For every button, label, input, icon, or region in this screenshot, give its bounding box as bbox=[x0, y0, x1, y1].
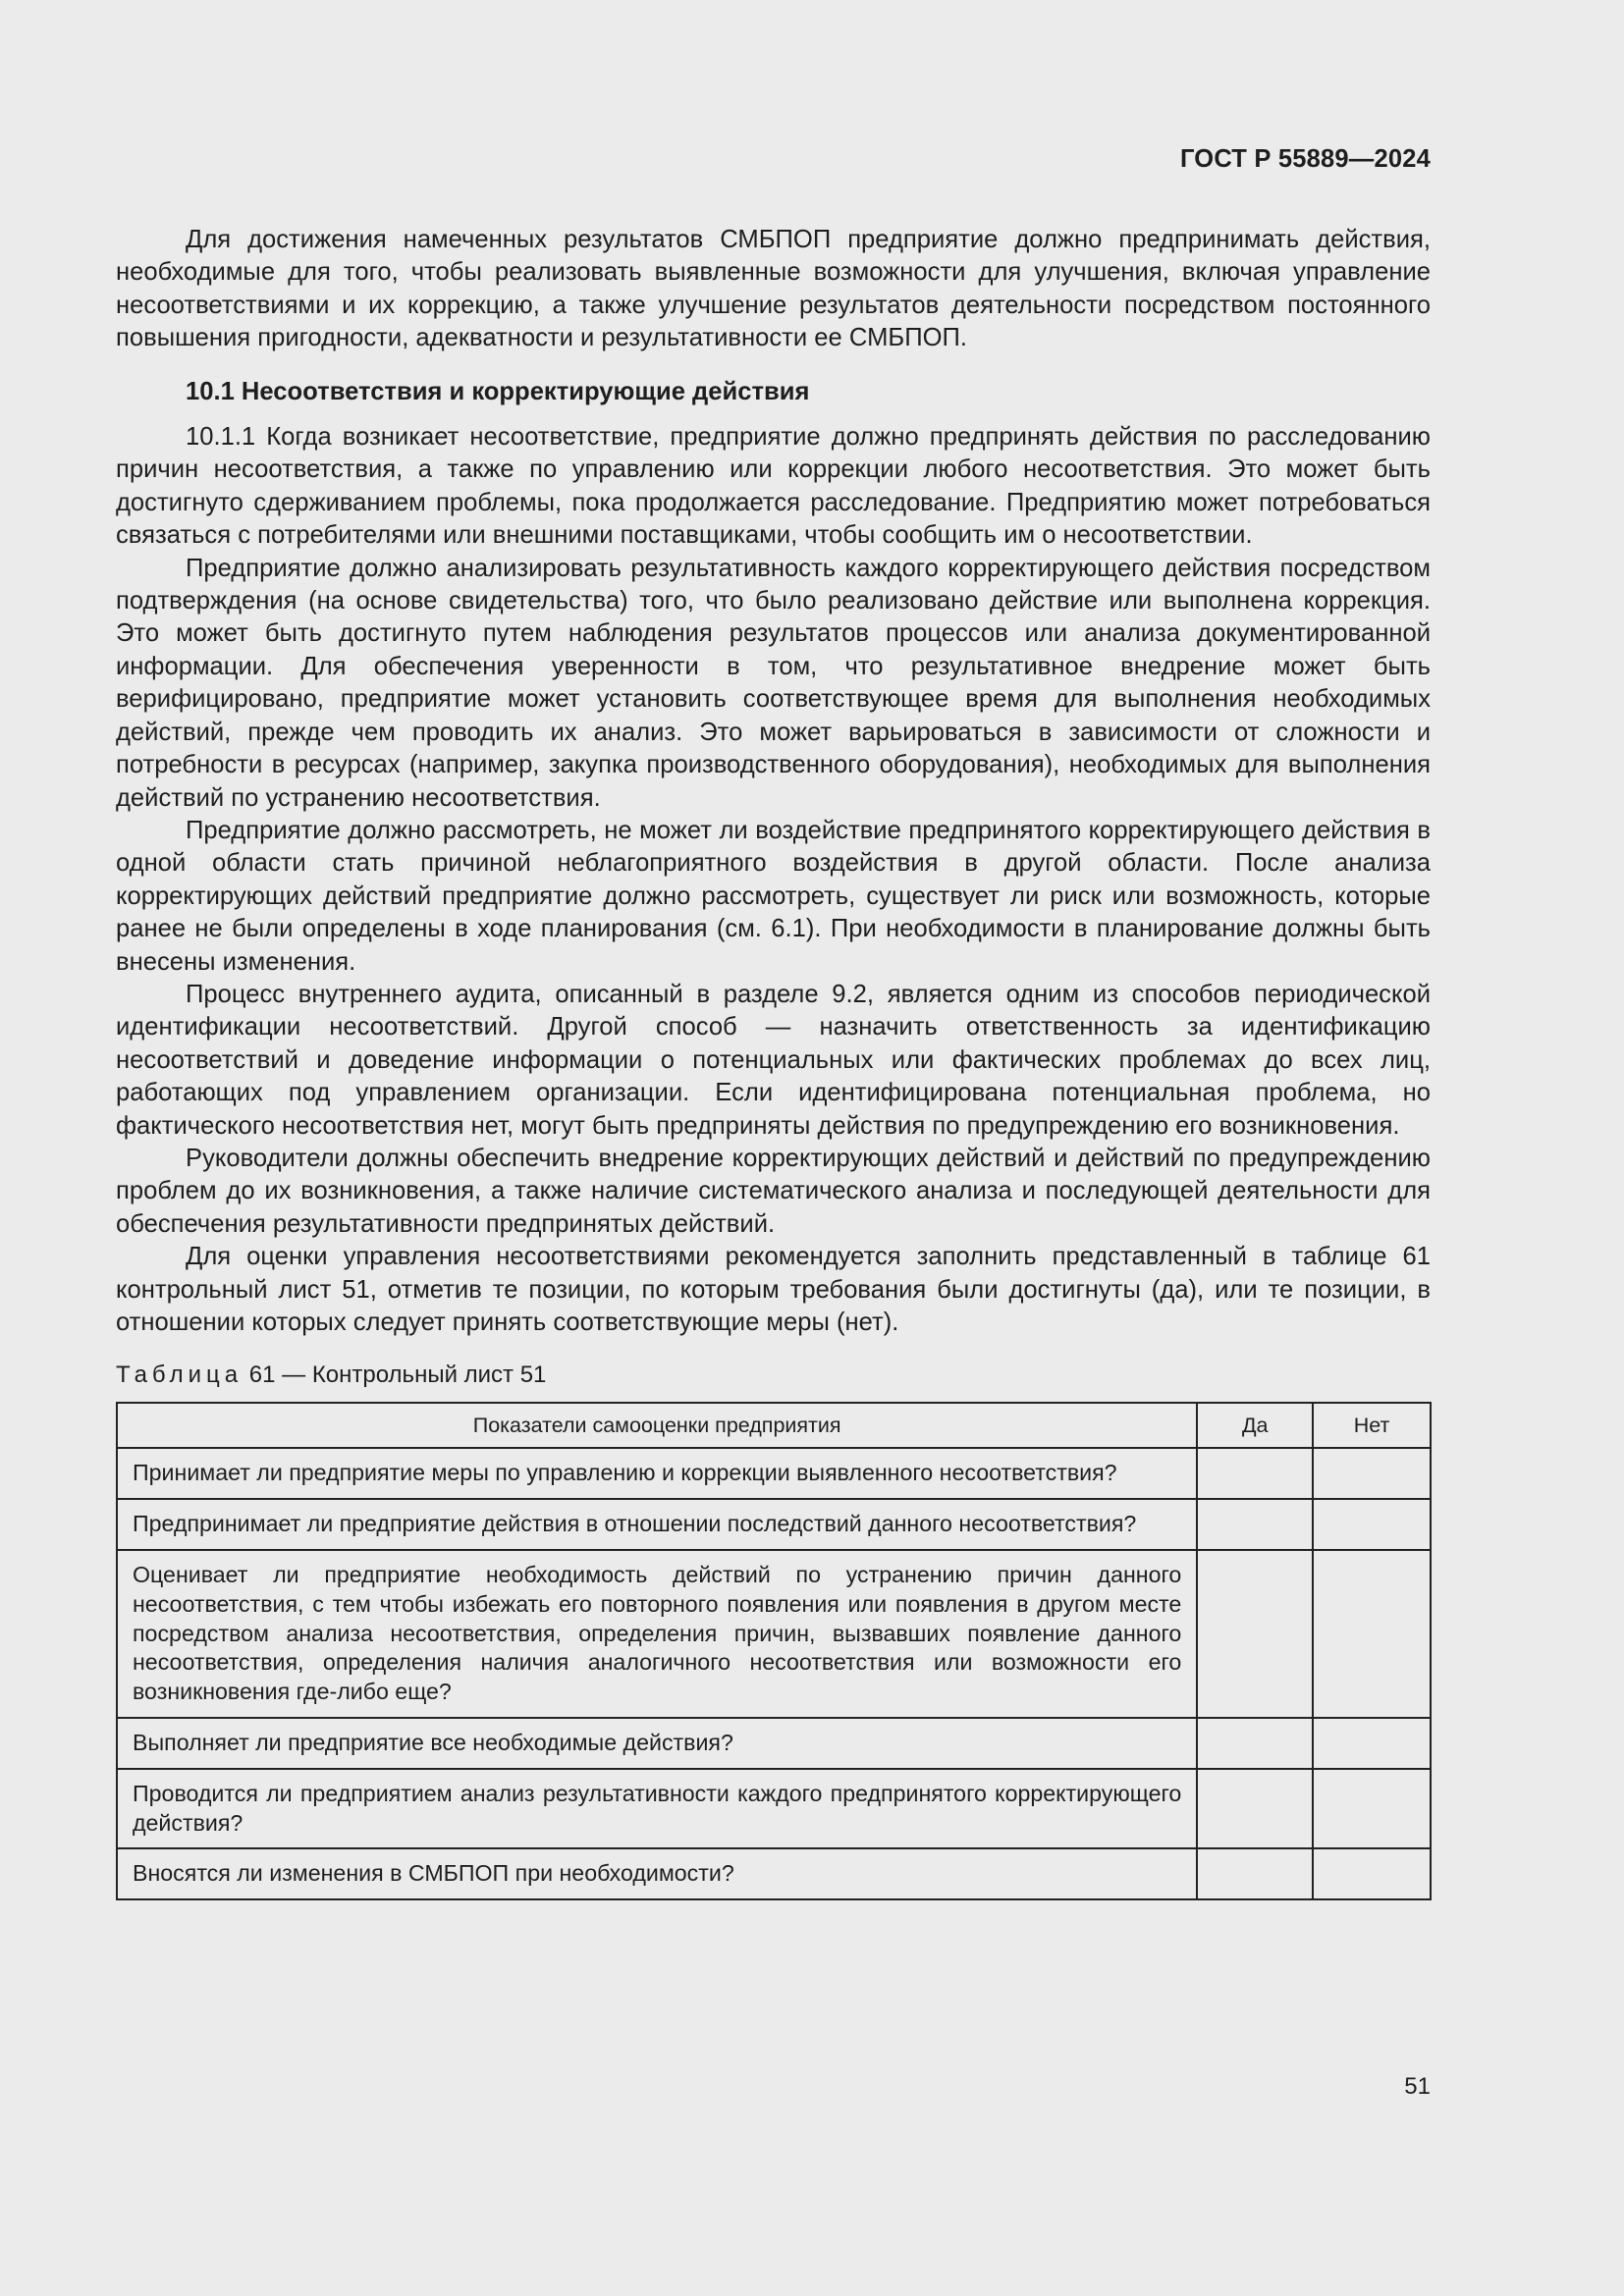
question-cell: Принимает ли предприятие меры по управлению и коррекции выявленного несоответствия? bbox=[117, 1448, 1197, 1499]
table-caption-label: Таблица bbox=[116, 1362, 244, 1389]
question-cell: Оценивает ли предприятие необходимость действий по устранению причин данного несоответствия, с тем чтобы избежать его повторного появления или появления в другом месте посредством анализа несоответствия, определения причин, вызвавших появление данного несоответствия, определения наличия аналогичного несоответствия или возможности его возникновения где-либо еще? bbox=[117, 1550, 1197, 1718]
intro-paragraph: Для достижения намеченных результатов СМБПОП предприятие должно предпринимать действия, необходимые для того, чтобы реализовать выявленные возможности для улучшения, включая управление несоответствиями и их коррекцию, а также улучшение результатов деятельности посредством постоянного повышения пригодности, адекватности и результативности ее СМБПОП. bbox=[116, 226, 1431, 352]
checklist-table bbox=[116, 1402, 1432, 1900]
column-header-indicators: Показатели самооценки предприятия bbox=[117, 1403, 1197, 1448]
question-cell: Предпринимает ли предприятие действия в отношении последствий данного несоответствия? bbox=[117, 1499, 1197, 1550]
yes-cell[interactable] bbox=[1197, 1448, 1313, 1499]
paragraph: Предприятие должно рассмотреть, не может ли воздействие предпринятого корректирующего действия в одной области стать причиной неблагоприятного воздействия в другой области. После анализа корректирующих действий предприятие должно рассмотреть, существует ли риск или возможность, которые ранее не были определены в ходе планирования (см. 6.1). При необходимости в планирование должны быть внесены изменения. bbox=[116, 816, 1431, 976]
no-cell[interactable] bbox=[1313, 1848, 1431, 1899]
column-header-yes: Да bbox=[1197, 1403, 1313, 1448]
no-cell[interactable] bbox=[1313, 1550, 1431, 1718]
no-cell[interactable] bbox=[1313, 1769, 1431, 1849]
yes-cell[interactable] bbox=[1197, 1769, 1313, 1849]
yes-cell[interactable] bbox=[1197, 1848, 1313, 1899]
section-heading: 10.1 Несоответствия и корректирующие действия bbox=[186, 377, 810, 405]
column-header-no: Нет bbox=[1313, 1403, 1431, 1448]
paragraph: Для оценки управления несоответствиями рекомендуется заполнить представленный в таблице 61 контрольный лист 51, отметив те позиции, по которым требования были достигнуты (да), или те позиции, в отношении которых следует принять соответствующие меры (нет). bbox=[116, 1243, 1431, 1336]
table-header-row bbox=[117, 1403, 1431, 1448]
table-row bbox=[117, 1718, 1431, 1769]
table-row bbox=[117, 1499, 1431, 1550]
table-caption-text: 61 — Контрольный лист 51 bbox=[248, 1362, 547, 1389]
yes-cell[interactable] bbox=[1197, 1718, 1313, 1769]
paragraph: Предприятие должно анализировать результативность каждого корректирующего действия посредством подтверждения (на основе свидетельства) того, что было реализовано действие или выполнена коррекция. Это может быть достигнуто путем наблюдения результатов процессов или анализа документированной информации. Для обеспечения уверенности в том, что результативное внедрение может быть верифицировано, предприятие может установить соответствующее время для выполнения необходимых действий, прежде чем проводить их анализ. Это может варьироваться в зависимости от сложности и потребности в ресурсах (например, закупка производственного оборудования), необходимых для выполнения действий по устранению несоответствия. bbox=[116, 554, 1431, 812]
standard-code: ГОСТ Р 55889—2024 bbox=[1179, 145, 1431, 173]
paragraph: Процесс внутреннего аудита, описанный в разделе 9.2, является одним из способов периодической идентификации несоответствий. Другой способ — назначить ответственность за идентификацию несоответствий и доведение информации о потенциальных или фактических проблемах до всех лиц, работающих под управлением организации. Если идентифицирована потенциальная проблема, но фактического несоответствия нет, могут быть предприняты действия по предупреждению его возникновения. bbox=[116, 980, 1431, 1140]
table-row bbox=[117, 1769, 1431, 1849]
paragraph: 10.1.1 Когда возникает несоответствие, предприятие должно предпринять действия по расследованию причин несоответствия, а также по управлению или коррекции любого несоответствия. Это может быть достигнуто сдерживанием проблемы, пока продолжается расследование. Предприятию может потребоваться связаться с потребителями или внешними поставщиками, чтобы сообщить им о несоответствии. bbox=[116, 423, 1431, 550]
table-caption bbox=[116, 1361, 1431, 1390]
question-cell: Выполняет ли предприятие все необходимые действия? bbox=[117, 1718, 1197, 1769]
table-row bbox=[117, 1448, 1431, 1499]
page-body bbox=[116, 224, 1431, 1900]
no-cell[interactable] bbox=[1313, 1448, 1431, 1499]
question-cell: Вносятся ли изменения в СМБПОП при необходимости? bbox=[117, 1848, 1197, 1899]
question-cell: Проводится ли предприятием анализ результативности каждого предпринятого корректирующего действия? bbox=[117, 1769, 1197, 1849]
no-cell[interactable] bbox=[1313, 1718, 1431, 1769]
paragraph: Руководители должны обеспечить внедрение корректирующих действий и действий по предупреждению проблем до их возникновения, а также наличие систематического анализа и последующей деятельности для обеспечения результативности предпринятых действий. bbox=[116, 1144, 1431, 1238]
table-row bbox=[117, 1550, 1431, 1718]
page-number: 51 bbox=[1404, 2073, 1431, 2100]
table-row bbox=[117, 1848, 1431, 1899]
yes-cell[interactable] bbox=[1197, 1499, 1313, 1550]
no-cell[interactable] bbox=[1313, 1499, 1431, 1550]
yes-cell[interactable] bbox=[1197, 1550, 1313, 1718]
